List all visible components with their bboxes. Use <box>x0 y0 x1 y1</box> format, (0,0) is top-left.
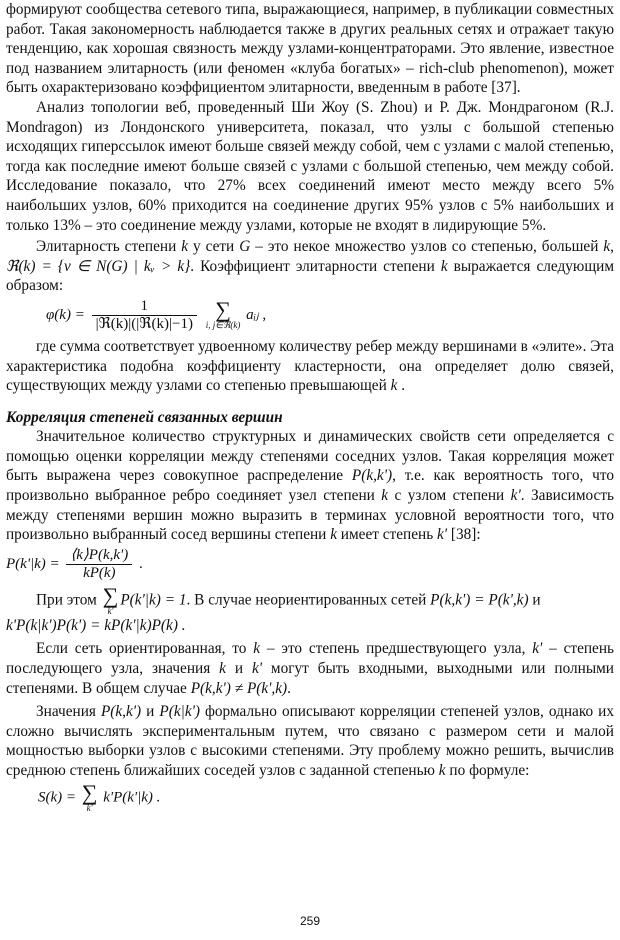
fraction: $\frac{1}{\text{|ℜ(k)|(|ℜ(k)|−1)}}$ <box>92 298 197 333</box>
document-page <box>6 0 614 813</box>
paragraph-4: где сумма соответствует удвоенному количеству ребер между вершинами в «элите». Эта характеристика подобна коэффициенту кластерности, она определяет долю связей, существующих между узлами со степенью превышающей k . <box>6 337 614 395</box>
formula-symmetry-line: k'P(k|k')P(k') = kP(k'|k)P(k) . <box>6 616 186 634</box>
paragraph-3: Элитарность степени k у сети G – это некое множество узлов со степенью, большей k, ℜ(k) = {v ∈ N(G) | kᵥ > k}. Коэффициент элитарности степени k выражается следующим образом: <box>6 238 614 295</box>
page-number: 259 <box>299 914 321 928</box>
sum-symbol: ∑ i, j∈ℜ(k) <box>205 297 241 331</box>
fraction: $\frac{⟨k⟩P(k,k')}{kP(k)}$ <box>66 547 132 582</box>
paragraph-2: Анализ топологии веб, проведенный Ши Жоу (S. Zhou) и Р. Дж. Мондрагоном (R.J. Mondragon) из Лондонского университета, показал, что узлы с большой степенью исходящих гиперссылок имеют больше связей между собой, чем с узлами с малой степенью, тогда как последние имеют больше связей с узлами с большой степенью, чем между собой. Исследование показало, что 27% всех соединений имеют место между всего 5% наибольших узлов, 60% приходится на соединение других 95% узлов с 5% наибольших и только 13% – это соединение между узлами, которые не входят в лидирующие 5%. <box>6 98 614 234</box>
sum-symbol: ∑ k' <box>102 582 119 616</box>
paragraph-1: формируют сообщества сетевого типа, выражающиеся, например, в публикации совместных работ. Такая закономерность наблюдается также в других реальных сетях и отражает такую тенденцию, как хорошая связность между узлами-концентраторами. Это явление, известное под названием элитарность (или феномен «клуба богатых» – rich-club phenomenon), может быть охарактеризовано коэффициентом элитарности, введенным в работе [37]. <box>6 1 614 97</box>
paragraph-8: Значения P(k,k') и P(k|k') формально описывают корреляции степеней узлов, однако их сложно вычислять экспериментальным путем, что связано с размером сети и малой мощностью выборки узлов с высокими степенями. Эту проблему можно решить, вычислив среднюю степень ближайших соседей узлов с заданной степенью k по формуле: <box>6 703 614 779</box>
paragraph-5: Значительное количество структурных и динамических свойств сети определяется с помощью оценки корреляции между степенями соседних узлов. Такая корреляция может быть выражена через совокупное распределение P(k,k'), т.е. как вероятность того, что произвольно выбранное ребро соединяет узел степени k с узлом степени k'. Зависимость между степенями вершин можно выразить в терминах условной вероятности того, что произвольно выбранный сосед вершины степени k имеет степень k' [38]: <box>6 428 615 544</box>
elite-set-formula: ℜ(k) = {v ∈ N(G) | kᵥ > k} <box>6 257 191 275</box>
formula-average-neighbor-degree: S(k) = ∑ k' k'P(k'|k) . <box>38 779 161 813</box>
section-heading: Корреляция степеней связанных вершин <box>6 408 283 426</box>
paragraph-6: При этом ∑ k' P(k'|k) = 1. В случае неориентированных сетей P(k,k') = P(k',k) и <box>36 582 541 616</box>
var-k: k <box>181 238 189 256</box>
formula-rich-club: φ(k) = $\frac{1}{\text{|ℜ(k)|(|ℜ(k)|−1)}}$ ∑ i, j∈ℜ(k) aᵢⱼ , <box>46 297 267 332</box>
sum-symbol: ∑ k' <box>81 779 98 813</box>
paragraph-7: Если сеть ориентированная, то k – это степень предшествующего узла, k' – степень последующего узла, значения k и k' могут быть входными, выходными или полными степенями. В общем случае P(k,k') ≠ P(k',k). <box>6 640 614 697</box>
var-g: G <box>239 238 251 256</box>
formula-conditional-probability: P(k'|k) = $\frac{⟨k⟩P(k,k')}{kP(k)}$ . <box>6 546 143 581</box>
